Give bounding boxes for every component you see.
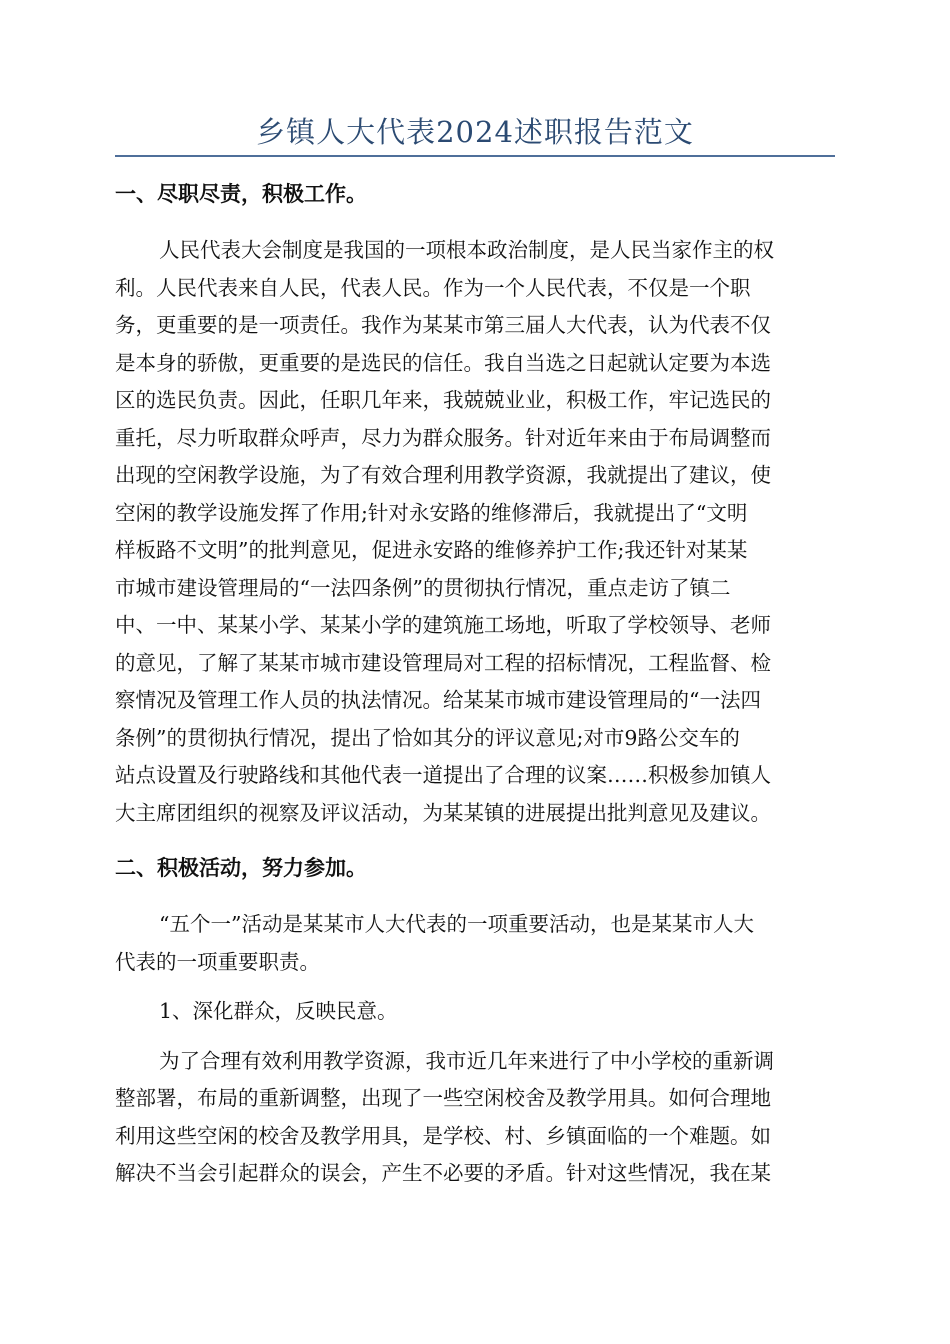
paragraph-line: 察情况及管理工作人员的执法情况。给某某市城市建设管理局的“一法四 <box>115 688 761 712</box>
section-heading: 一、尽职尽责，积极工作。 <box>115 182 367 206</box>
paragraph-line: 条例”的贯彻执行情况，提出了恰如其分的评议意见;对市9路公交车的 <box>115 725 740 750</box>
paragraph <box>115 906 835 981</box>
paragraph-line: 的意见，了解了某某市城市建设管理局对工程的招标情况，工程监督、检 <box>115 650 771 675</box>
paragraph-line: 样板路不文明”的批判意见，促进永安路的维修养护工作;我还针对某某 <box>115 538 748 562</box>
paragraph <box>115 232 835 832</box>
paragraph-line: 务，更重要的是一项责任。我作为某某市第三届人大代表，认为代表不仅 <box>115 313 771 337</box>
document-body <box>115 170 835 1193</box>
paragraph-line: 解决不当会引起群众的误会，产生不必要的矛盾。针对这些情况，我在某 <box>115 1161 771 1185</box>
paragraph-line: 1、深化群众，反映民意。 <box>159 999 398 1023</box>
paragraph-line: 出现的空闲教学设施，为了有效合理利用教学资源，我就提出了建议，使 <box>115 463 771 487</box>
paragraph <box>115 1043 835 1193</box>
paragraph-line: 重托，尽力听取群众呼声，尽力为群众服务。针对近年来由于布局调整而 <box>115 425 771 450</box>
paragraph-line: 站点设置及行驶路线和其他代表一道提出了合理的议案……积极参加镇人 <box>115 763 771 787</box>
paragraph-line: 是本身的骄傲，更重要的是选民的信任。我自当选之日起就认定要为本选 <box>115 350 771 375</box>
paragraph-line: 大主席团组织的视察及评议活动，为某某镇的进展提出批判意见及建议。 <box>115 800 771 825</box>
title-underline <box>115 155 835 157</box>
paragraph-line: 空闲的教学设施发挥了作用;针对永安路的维修滞后，我就提出了“文明 <box>115 500 748 525</box>
paragraph-line: 中、一中、某某小学、某某小学的建筑施工场地，听取了学校领导、老师 <box>115 613 771 637</box>
paragraph-line: 代表的一项重要职责。 <box>115 949 320 974</box>
paragraph-line: 整部署，布局的重新调整，出现了一些空闲校舍及教学用具。如何合理地 <box>115 1086 771 1110</box>
paragraph-line: 为了合理有效利用教学资源，我市近几年来进行了中小学校的重新调 <box>159 1048 774 1073</box>
paragraph-line: 人民代表大会制度是我国的一项根本政治制度，是人民当家作主的权 <box>159 238 774 262</box>
paragraph-line: 区的选民负责。因此，任职几年来，我兢兢业业，积极工作，牢记选民的 <box>115 388 771 412</box>
paragraph-line: “五个一”活动是某某市人大代表的一项重要活动，也是某某市人大 <box>159 912 754 936</box>
document-title: 乡镇人大代表2024述职报告范文 <box>256 115 694 149</box>
section-heading: 二、积极活动，努力参加。 <box>115 856 367 880</box>
paragraph-line: 利。人民代表来自人民，代表人民。作为一个人民代表，不仅是一个职 <box>115 275 751 300</box>
paragraph-line: 利用这些空闲的校舍及教学用具，是学校、村、乡镇面临的一个难题。如 <box>115 1123 771 1148</box>
paragraph-line: 市城市建设管理局的“一法四条例”的贯彻执行情况，重点走访了镇二 <box>115 575 731 600</box>
paragraph <box>115 993 835 1031</box>
